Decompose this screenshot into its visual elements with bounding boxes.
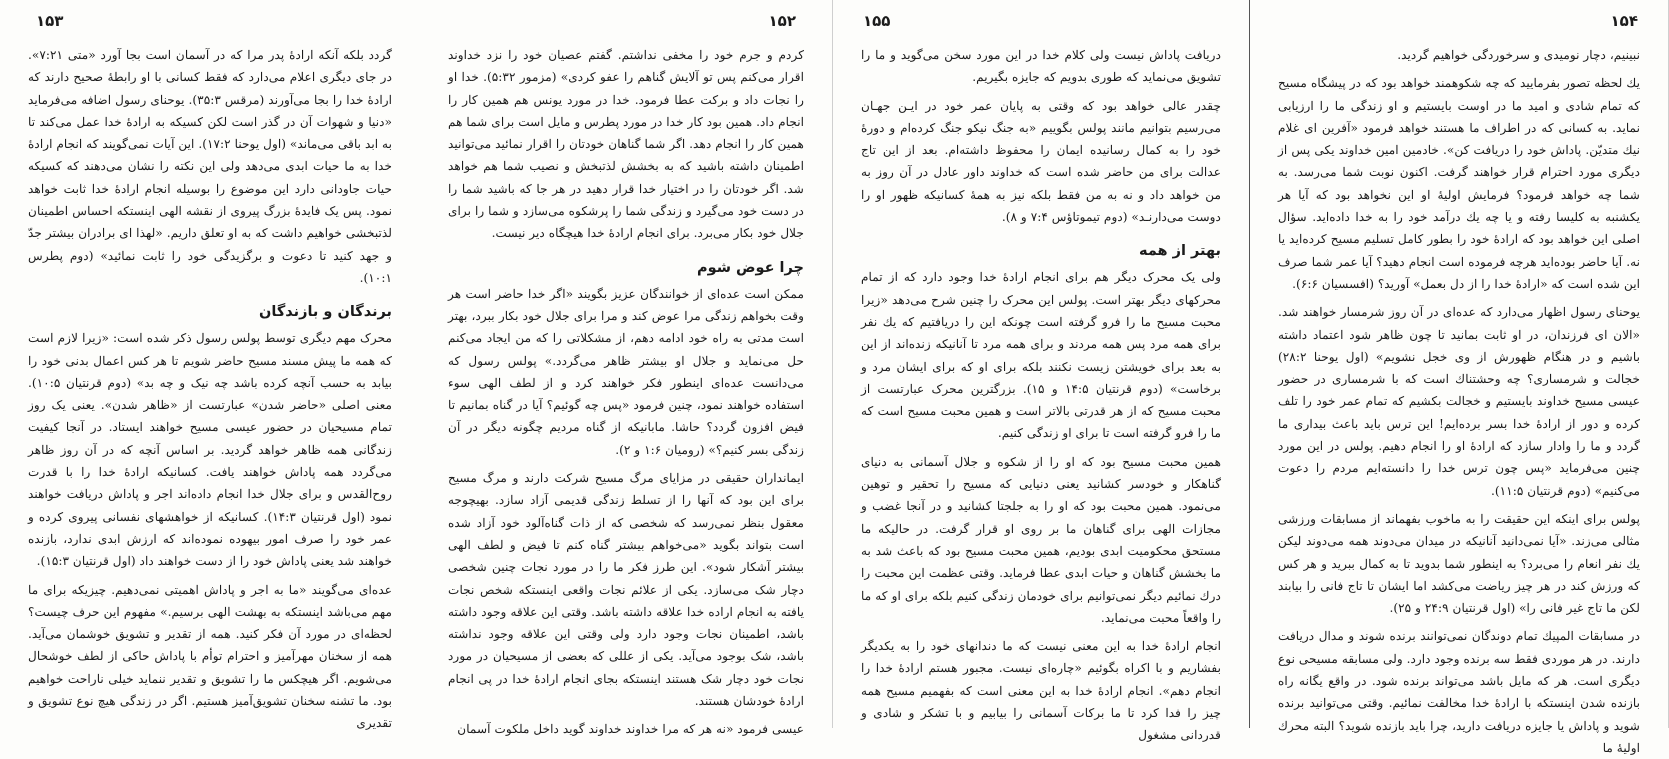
paragraph: ایمانداران حقیقی در مزایای مرگ مسیح شرکت دارند و مرگ مسیح برای این بود که آنها را از تسلط زندگی قدیمی آزاد سازد. بهیچوجه معقول بنظر نمی‌رسد که شخصی که از ذات گناه‌آلود خود آزاد شده است بتواند بگوید «می‌خواهم بیشتر گناه کنم تا فیض و لطف الهی بیشتر آشکار شود». این طرز فکر ما را در مورد نجات چنین شخصی دچار شک می‌سازد. یکی از علائم نجات واقعی اینستکه شخص نجات یافته به انجام اراده خدا علاقه داشته باشد. وقتی این علاقه وجود داشته باشد، اطمینان نجات وجود دارد ولی وقتی این علاقه وجود نداشته باشد، شک بوجود می‌آید. یکی از عللی که بعضی از مسیحیان در مورد نجات خود دچار شک هستند اینستکه بجای انجام ارادهٔ خدا در پی انجام ارادهٔ خودشان هستند. bbox=[448, 471, 804, 709]
paragraph: پولس برای اینکه این حقیقت را به ماخوب بفهماند از مسابقات ورزشی مثالی می‌زند. «آیا نمی‌دانید آنانیکه در میدان می‌دوند همه می‌دوند لیکن یك نفر انعام را می‌برد؟ به اینطور شما بدوید تا به کمال ببرید و هر کس که ورزش کند در هر چیز ریاضت می‌کشد اما ایشان تا تاج فانی را بیابند لکن ما تاج غیر فانی را» (اول قرنتیان ۲۴:۹ و ۲۵). bbox=[1278, 511, 1640, 616]
paragraph: انجام ارادهٔ خدا به این معنی نیست که ما دندانهای خود را به یکدیگر بفشاریم و با اکراه بگوئیم «چاره‌ای نیست. مجبور هستم ارادهٔ خدا را انجام دهم». انجام ارادهٔ خدا به این معنی است که بفهمیم مسیح همه چیز را فدا کرد تا ما برکات آسمانی را بیابیم و با تشکر و شادی و قدردانی مشغول bbox=[861, 639, 1221, 743]
page-number: ۱۵۵ bbox=[863, 12, 891, 30]
paragraph: ولی یک محرک دیگر هم برای انجام ارادهٔ خدا وجود دارد که از تمام محرکهای دیگر بهتر است. پولس این محرک را چنین شرح می‌دهد «زیرا محبت مسیح ما را فرو گرفته است چونکه این را دریافتیم که یك نفر برای همه مرد پس همه مردند و برای همه مرد تا آنانیکه زنده‌اند از این به بعد برای خویشتن زیست نکنند بلکه برای او که برای ایشان مرد و برخاست» (دوم قرنتیان ۱۴:۵ و ۱۵). بزرگترین محرک عبارتست از محبت مسیح که از هر قدرتی بالاتر است و همین محبت مسیح است که ما را فرو گرفته است تا برای او زندگی کنیم. bbox=[861, 270, 1221, 441]
paragraph: محرک مهم دیگری توسط پولس رسول ذکر شده است: «زیرا لازم است که همه ما پیش مسند مسیح حاضر شویم تا هر کس اعمال بدنی خود را بیابد به حسب آنچه کرده باشد چه نیک و چه بد» (دوم قرنتیان ۱۰:۵). معنی اصلی «حاضر شدن» عبارتست از «ظاهر شدن». یعنی یک روز تمام مسیحیان در حضور عیسی مسیح خواهند ایستاد. در آنجا کیفیت زندگانی همه ظاهر خواهد گردید. بر اساس آنچه که در آن روز ظاهر می‌گردد همه پاداش خواهند یافت. کسانیکه ارادهٔ خدا را با قدرت روح‌القدس و برای جلال خدا انجام داده‌اند اجر و پاداش دریافت خواهند نمود (اول قرنتیان ۱۴:۳). کسانیکه از خواهشهای نفسانی پیروی کرده و عمر خود را صرف امور بیهوده نموده‌اند که ارزش ابدی ندارد، بازنده خواهند شد یعنی پاداش خود را از دست خواهند داد (اول قرنتیان ۱۵:۳). bbox=[28, 331, 392, 569]
paragraph: یوحنای رسول اظهار می‌دارد که عده‌ای در آن روز شرمسار خواهند شد. «الان ای فرزندان، در او ثابت بمانید تا چون ظاهر شود اعتماد داشته باشیم و در هنگام ظهورش از وی خجل نشویم» (اول یوحنا ۲۸:۲) خجالت و شرمساری؟ چه وحشتناك است که با شرمساری در حضور عیسی مسیح خداوند بایستیم و خجالت بکشیم که تمام عمر خود را تلف کرده و دور از ارادهٔ خدا بسر برده‌ایم! این ترس باید باعث بیداری ما گردد و ما را وادار سازد که ارادهٔ او را انجام دهیم. پولس در این مورد چنین می‌فرماید «پس چون ترس خدا را دانسته‌ایم مردم را دعوت می‌کنیم» (دوم قرنتیان ۱۱:۵). bbox=[1278, 305, 1640, 498]
page-152 bbox=[420, 0, 833, 737]
page-number: ۱۵۲ bbox=[768, 12, 796, 30]
page-number: ۱۵۴ bbox=[1610, 12, 1638, 30]
paragraph: چقدر عالی خواهد بود که وقتی به پایان عمر خود در ایـن جهـان می‌رسیم بتوانیم مانند پولس بگوییم «به جنگ نیکو جنگ کرده‌ام و دورهٔ خود را به کمال رسانیده ایمان را محفوظ داشته‌ام. بعد از این تاج عدالت برای من حاضر شده است که خداوند داور عادل در آن روز به من خواهد داد و نه به من فقط بلکه نیز به همهٔ کسانیکه ظهور او را دوست می‌دارنـد» (دوم تیموتاؤس ۷:۴ و ۸). bbox=[861, 98, 1221, 225]
section-heading: بهتر از همه bbox=[1139, 243, 1221, 260]
page-153 bbox=[0, 0, 420, 731]
paragraph: گردد بلکه آنکه ارادهٔ پدر مرا که در آسمان است بجا آورد «متی ۷:۲۱». در جای دیگری اعلام می‌دارد که فقط کسانی با او رابطهٔ صحیح دارند که ارادهٔ خدا را بجا می‌آورند (مرقس ۳۵:۳). یوحنای رسول اضافه می‌فرماید «دنیا و شهوات آن در گذر است لکن کسیکه به ارادهٔ خدا عمل می‌کند تا به ابد باقی می‌ماند» (اول یوحنا ۱۷:۲). این آیات نمی‌گویند که انجام ارادهٔ خدا به ما حیات ابدی می‌دهد ولی این نکته را نشان می‌دهند که کسیکه حیات جاودانی دارد این موضوع را بوسیله انجام ارادهٔ خدا ثابت خواهد نمود. پس یک فایدهٔ بزرگ پیروی از نقشه الهی اینستکه احساس اطمینان لذتبخشی خواهیم داشت که به او تعلق داریم. «لهذا ای برادران بیشتر جدّ و جهد کنید تا دعوت و برگزیدگی خود را ثابت نمائید» (دوم پطرس ۱۰:۱). bbox=[28, 48, 393, 285]
paragraph: ممکن است عده‌ای از خوانندگان عزیز بگویند «اگر خدا حاضر است هر وقت بخواهم زندگی مرا عوض کند و مرا برای جلال خود بکار ببرد، بهتر است مدتی به راه خود ادامه دهم، از مشکلاتی را که من ایجاد می‌کنم حل می‌نماید و جلال او بیشتر ظاهر می‌گردد.» پولس رسول که می‌دانست عده‌ای اینطور فکر خواهند کرد و از لطف الهی سوء استفاده خواهند نمود، چنین فرمود «پس چه گوئیم؟ آیا در گناه بمانیم تا فیض افزون گردد؟ حاشا. مابانیکه از گناه مردیم چگونه دیگر در آن زندگی بسر کنیم؟» (رومیان ۱:۶ و ۲). bbox=[448, 286, 804, 457]
paragraph: کردم و جرم خود را مخفی نداشتم. گفتم عصیان خود را نزد خداوند اقرار می‌کنم پس تو آلایش گناهم را عفو کردی» (مزمور ۵:۳۲). خدا او را نجات داد و برکت عطا فرمود. خدا در مورد یونس هم همین کار را انجام داد. همین بود کار خدا در مورد پطرس و مایل است برای شما هم همین کار را انجام دهد. اگر شما گناهان خودتان را اقرار نمائید می‌توانید اطمینان داشته باشید که به بخشش لذتبخش و نصیب شما هم خواهد شد. اگر خودتان را در اختیار خدا قرار دهید در هر جا که باشید شما را در دست خود می‌گیرد و زندگی شما را پرشکوه می‌سازد و شما را برای جلال خود بکار می‌برد. برای انجام ارادهٔ خدا هیچگاه دیر نیست. bbox=[448, 48, 805, 241]
paragraph: عیسی فرمود «نه هر که مرا خداوند خداوند گوید داخل ملکوت آسمان bbox=[457, 722, 804, 737]
page-155 bbox=[833, 0, 1250, 743]
section-heading: چرا عوض شوم bbox=[696, 259, 804, 276]
section-heading: برندگان و بازندگان bbox=[259, 304, 392, 321]
paragraph: یك لحظه تصور بفرمایید که چه شکوهمند خواهد بود که در پیشگاه مسیح که تمام شادی و امید ما در اوست بایستیم و او زندگی ما را ارزیابی نماید. به کسانی که در اطراف ما هستند خواهد فرمود «آفرین ای غلام نیك متدیّن. پاداش خود را دریافت کن». خادمین امین خداوند یکی پس از دیگری مورد احترام قرار خواهند گرفت. اکنون نوبت شما می‌رسد. به شما چه خواهد فرمود؟ فرمایش اولیهٔ او این نخواهد بود که آیا هر یکشنبه به کلیسا رفته و یا چه یك درآمد خود را به خدا داده‌اید. سؤال اصلی این خواهد بود که ارادهٔ خود را بطور کامل تسلیم مسیح کرده‌اید یا نه. آیا حاضر بوده‌اید هرچه فرموده است انجام دهید؟ آیا عمر شما صرف این شده است که «ارادهٔ خدا را از دل بعمل» آورید؟ (افسسیان ۶:۶). bbox=[1278, 76, 1640, 291]
paragraph: نبینیم، دچار نومیدی و سرخوردگی خواهیم گردید. bbox=[1397, 48, 1640, 62]
paragraph: عده‌ای می‌گویند «ما به اجر و پاداش اهمیتی نمی‌دهیم. چیزیکه برای ما مهم می‌باشد اینستکه به بهشت الهی برسیم.» مفهوم این حرف چیست؟ لحظه‌ای در مورد آن فکر کنید. همه از تقدیر و تشویق خوشمان می‌آید. همه از سخنان مهرآمیز و احترام توأم با پاداش حاکی از لطف خوشحال می‌شویم. اگر هیچکس ما را تشویق و تقدیر ننماید خیلی ناراحت خواهیم بود. ما تشنه سخنان تشویق‌آمیز هستیم. اگر در زندگی هیچ نوع تشویق و تقدیری bbox=[28, 582, 392, 731]
paragraph: همین محبت مسیح بود که او را از شکوه و جلال آسمانی به دنیای گناهکار و خودسر کشانید یعنی دنیایی که مسیح را تحقیر و توهین می‌نمود. همین محبت بود که او را به جلجتا کشانید و در آنجا غضب و مجازات الهی برای گناهان ما بر روی او قرار گرفت. در حالیکه ما مستحق محکومیت ابدی بودیم، همین محبت مسیح بود که باعث شد به ما بخشش گناهان و حیات ابدی عطا فرماید. وقتی عظمت این محبت را درك نمائیم دیگر نمی‌توانیم برای خودمان زندگی کنیم بلکه برای او که ما را واقعاً محبت می‌نماید. bbox=[861, 454, 1221, 625]
page-154 bbox=[1250, 0, 1669, 755]
paragraph: دریافت پاداش نیست ولی کلام خدا در این مورد سخن می‌گوید و ما را تشویق می‌نماید که طوری بدویم که جایزه بگیریم. bbox=[861, 48, 1221, 85]
page-number: ۱۵۳ bbox=[36, 12, 64, 30]
paragraph: در مسابقات المپیك تمام دوندگان نمی‌توانند برنده شوند و مدال دریافت دارند. در هر موردی فقط سه برنده وجود دارد. ولی مسابقه مسیحی نوع دیگری است. هر که مایل باشد می‌تواند برنده شود. در واقع یگانه راه بازنده شدن اینستکه با ارادهٔ خدا مخالفت نمائیم. وقتی می‌توانید برنده شوید و پاداش یا جایزه دریافت دارید، چرا باید بازنده شوید؟ البته محرك اولیهٔ ما bbox=[1278, 629, 1640, 755]
